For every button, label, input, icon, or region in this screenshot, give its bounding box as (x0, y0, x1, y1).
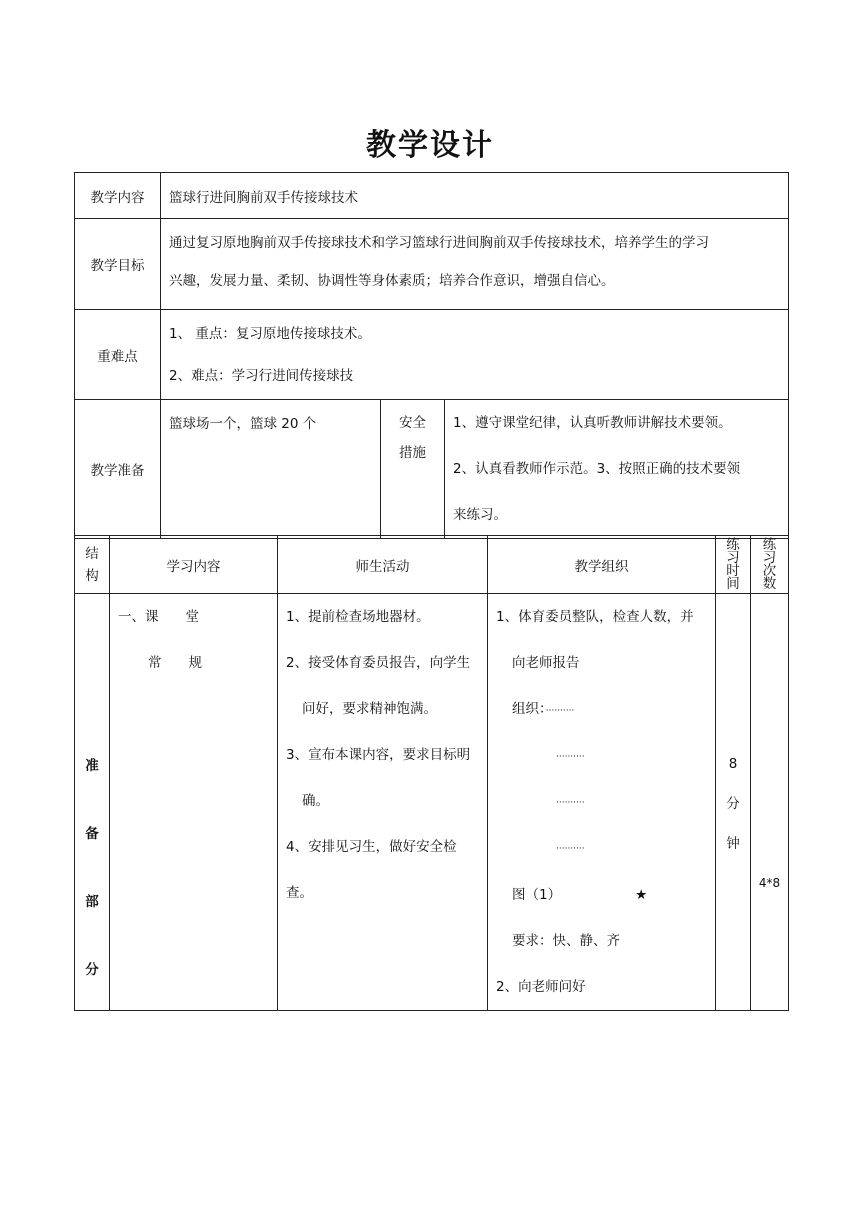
header-count-4: 数 (762, 575, 777, 592)
activity-line-3: 问好，要求精神饱满。 (302, 701, 437, 717)
section-char-2: 备 (85, 826, 99, 842)
formation-dots-2: ·········· (556, 752, 585, 762)
header-time-2: 习 (726, 549, 740, 566)
section-char-1: 准 (85, 758, 99, 774)
content-row (75, 173, 789, 219)
activity-line-6: 4、安排见习生，做好安全检 (286, 839, 457, 855)
formation-dots-4: ·········· (556, 844, 585, 854)
org-formation (496, 686, 715, 734)
learning-content (110, 594, 278, 1011)
activity-line-7: 查。 (286, 885, 313, 901)
teacher-student-activity (278, 594, 488, 1011)
formation-dots-3: ·········· (556, 798, 585, 808)
header-learning: 学习内容 (110, 536, 278, 594)
content-label: 教学内容 (75, 173, 161, 219)
time-1: 8 (728, 756, 738, 772)
activity-line-4: 3、宣布本课内容，要求目标明 (286, 747, 471, 763)
activity-line-5: 确。 (302, 793, 329, 809)
page-title: 教学设计 (366, 128, 494, 163)
key-value (161, 310, 789, 400)
prep-label: 教学准备 (75, 400, 161, 539)
goal-label: 教学目标 (75, 219, 161, 310)
safety-label (381, 400, 445, 539)
formation-dots-1: ·········· (545, 706, 575, 716)
key-line-2: 2、难点：学习行进间传接球技 (169, 368, 354, 384)
practice-time (716, 594, 751, 1011)
content-value: 篮球行进间胸前双手传接球技术 (161, 173, 789, 219)
safety-line-2: 2、认真看教师作示范。3、按照正确的技术要领 (453, 461, 741, 477)
header-structure-2: 构 (85, 567, 99, 584)
goal-value (161, 219, 789, 310)
org-line-last: 2、向老师问好 (496, 979, 586, 995)
lesson-plan-table (74, 535, 789, 1011)
header-time-3: 时 (726, 562, 740, 579)
header-count-3: 次 (762, 562, 777, 579)
section-label (75, 594, 110, 1011)
activity-line-2: 2、接受体育委员报告，向学生 (286, 655, 471, 671)
header-organization: 教学组织 (488, 536, 716, 594)
teaching-organization (488, 594, 716, 1011)
goal-row (75, 219, 789, 310)
safety-line-3: 来练习。 (453, 507, 507, 523)
figure-label: 图（1） (512, 887, 562, 903)
goal-line-2: 兴趣，发展力量、柔韧、协调性等身体素质；培养合作意识，增强自信心。 (169, 273, 615, 289)
prep-row (75, 400, 789, 539)
org-line-2: 向老师报告 (512, 655, 580, 671)
header-structure-1: 结 (85, 545, 99, 562)
header-activity: 师生活动 (278, 536, 488, 594)
safety-line-1: 1、遵守课堂纪律，认真听教师讲解技术要领。 (453, 415, 732, 431)
header-time (716, 536, 751, 594)
header-count-1: 练 (762, 536, 777, 553)
learning-line-1: 一、课 堂 (118, 609, 199, 625)
prep-value: 篮球场一个，篮球 20 个 (161, 400, 381, 539)
header-time-1: 练 (726, 536, 740, 553)
time-3: 钟 (726, 836, 740, 852)
prep-section-row (75, 594, 789, 1011)
safety-label-1: 安全 (399, 415, 426, 431)
header-count (751, 536, 789, 594)
goal-line-1: 通过复习原地胸前双手传接球技术和学习篮球行进间胸前双手传接球技术，培养学生的学习 (169, 235, 709, 251)
header-time-4: 间 (726, 575, 740, 592)
org-line-1: 1、体育委员整队，检查人数，并 (496, 609, 694, 625)
key-label: 重难点 (75, 310, 161, 400)
org-zuzhi-label: 组织： (512, 701, 546, 717)
key-row (75, 310, 789, 400)
lesson-info-table (74, 172, 789, 539)
section-char-4: 分 (85, 962, 99, 978)
safety-value (445, 400, 789, 539)
activity-line-1: 1、提前检查场地器材。 (286, 609, 430, 625)
org-requirement: 要求：快、静、齐 (512, 933, 620, 949)
org-figure-line (496, 872, 715, 918)
teacher-star-icon: ★ (635, 887, 648, 903)
key-line-1: 1、 重点：复习原地传接球技术。 (169, 326, 371, 342)
header-count-2: 习 (762, 549, 777, 566)
header-structure (75, 536, 110, 594)
practice-count: 4*8 (751, 594, 789, 1011)
learning-line-2: 常 规 (148, 655, 202, 671)
time-2: 分 (726, 796, 740, 812)
safety-label-2: 措施 (399, 445, 426, 461)
section-char-3: 部 (85, 894, 99, 910)
header-row (75, 536, 789, 594)
